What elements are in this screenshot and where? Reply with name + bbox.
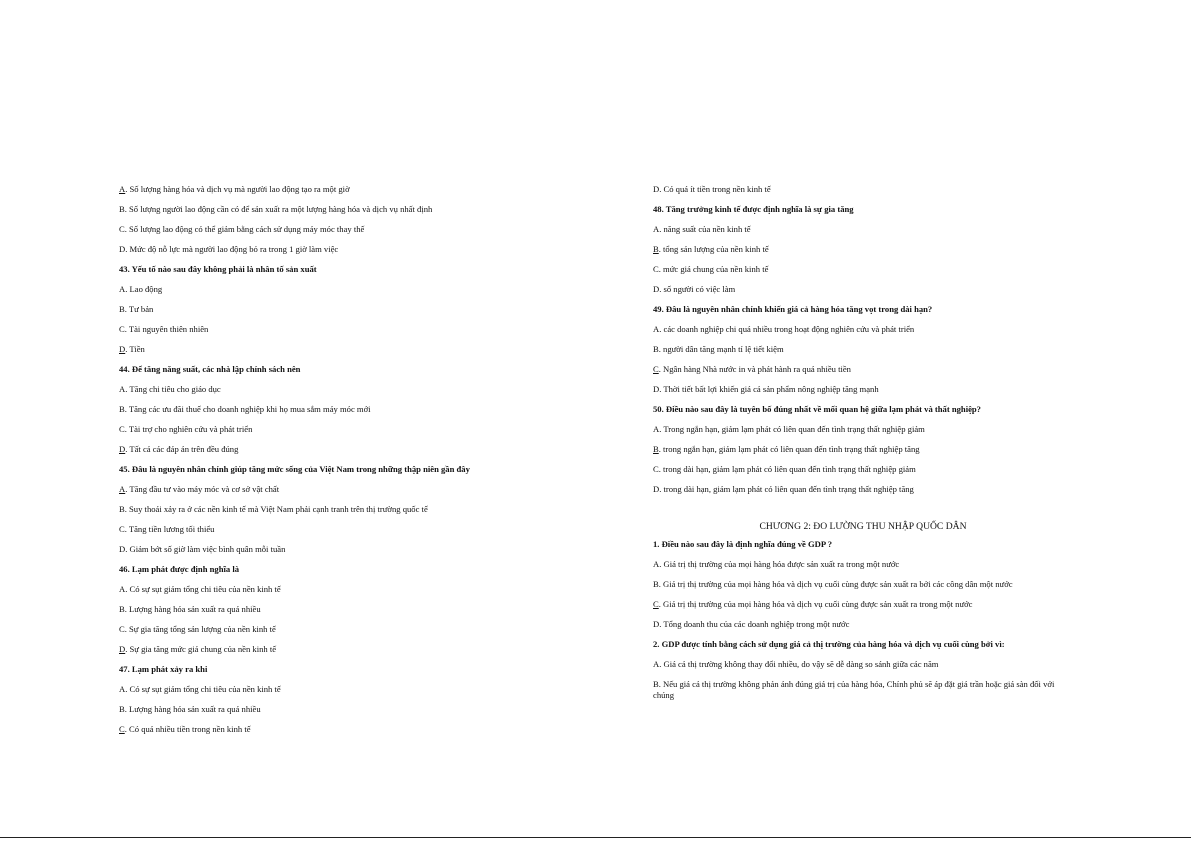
answer-option (653, 344, 1073, 355)
answer-option (119, 424, 539, 435)
answer-option (653, 424, 1073, 435)
answer-option (653, 579, 1073, 590)
answer-option (119, 584, 539, 595)
answer-option (653, 484, 1073, 495)
answer-option-correct (119, 724, 539, 735)
line-text: A. Có sự sụt giảm tổng chi tiêu của nền kinh tế (119, 684, 281, 694)
answer-option (119, 524, 539, 535)
correct-answer-letter: D (119, 644, 126, 654)
answer-option (653, 619, 1073, 630)
line-text: C. Tăng tiền lương tối thiểu (119, 524, 215, 534)
line-text: D. Thời tiết bất lợi khiến giá cả sản phẩm nông nghiệp tăng mạnh (653, 384, 879, 394)
answer-option (653, 284, 1073, 295)
answer-option (653, 184, 1073, 195)
question-text (119, 464, 539, 475)
correct-answer-letter: B (653, 244, 659, 254)
answer-option (119, 404, 539, 415)
line-text: . Ngân hàng Nhà nước in và phát hành ra quá nhiều tiền (658, 364, 851, 374)
line-text: B. Giá trị thị trường của mọi hàng hóa và dịch vụ cuối cùng được sản xuất ra bởi các công dân một nước (653, 579, 1013, 589)
line-text: A. Trong ngắn hạn, giảm lạm phát có liên quan đến tình trạng thất nghiệp giảm (653, 424, 925, 434)
question-text (653, 404, 1073, 415)
line-text: D. Giảm bớt số giờ làm việc bình quân mỗi tuần (119, 544, 286, 554)
answer-option-correct (119, 644, 539, 655)
answer-option (653, 559, 1073, 570)
line-text: A. Giá cả thị trường không thay đổi nhiều, do vậy sẽ dễ dàng so sánh giữa các năm (653, 659, 939, 669)
line-text: B. người dân tăng mạnh tỉ lệ tiết kiệm (653, 344, 784, 354)
answer-option (119, 324, 539, 335)
answer-option (119, 204, 539, 215)
line-text: C. Số lượng lao động có thể giảm bằng cách sử dụng máy móc thay thế (119, 224, 365, 234)
line-text: . trong ngắn hạn, giảm lạm phát có liên quan đến tình trạng thất nghiệp tăng (658, 444, 920, 454)
line-text: C. Tài trợ cho nghiên cứu và phát triển (119, 424, 253, 434)
correct-answer-letter: A (119, 484, 126, 494)
line-text: A. Có sự sụt giảm tổng chi tiêu của nền kinh tế (119, 584, 281, 594)
line-text: D. Tổng doanh thu của các doanh nghiệp trong một nước (653, 619, 850, 629)
answer-option-correct (653, 244, 1073, 255)
page-bottom-rule (0, 837, 1191, 838)
answer-option (653, 659, 1073, 670)
answer-option (119, 624, 539, 635)
correct-answer-letter: C (653, 599, 659, 609)
line-text: . Tất cả các đáp án trên đều đúng (125, 444, 239, 454)
chapter-heading (653, 521, 1073, 533)
right-column (653, 184, 1073, 710)
question-text (119, 664, 539, 675)
correct-answer-letter: B (653, 444, 659, 454)
line-text: C. Tài nguyên thiên nhiên (119, 324, 209, 334)
line-text: A. Lao động (119, 284, 163, 294)
question-text (653, 304, 1073, 315)
answer-option-correct (653, 364, 1073, 375)
line-text: B. Nếu giá cả thị trường không phản ánh đúng giá trị của hàng hóa, Chính phủ sẽ áp đặt giá trần hoặc giá sàn đối với chúng (653, 679, 1055, 700)
answer-option (653, 464, 1073, 475)
answer-option (653, 264, 1073, 275)
answer-option-correct (653, 444, 1073, 455)
question-text (119, 564, 539, 575)
line-text: D. Có quá ít tiền trong nền kinh tế (653, 184, 771, 194)
correct-answer-letter: D (119, 344, 126, 354)
answer-option (653, 224, 1073, 235)
line-text: A. các doanh nghiệp chi quá nhiều trong hoạt động nghiên cứu và phát triển (653, 324, 915, 334)
line-text: 1. Điều nào sau đây là định nghĩa đúng về GDP ? (653, 539, 833, 549)
question-text (653, 639, 1073, 650)
correct-answer-letter: A (119, 184, 126, 194)
line-text: 46. Lạm phát được định nghĩa là (119, 564, 239, 574)
line-text: A. Giá trị thị trường của mọi hàng hóa được sản xuất ra trong một nước (653, 559, 900, 569)
answer-option (653, 384, 1073, 395)
answer-option (119, 384, 539, 395)
line-text: 44. Để tăng năng suất, các nhà lập chính sách nên (119, 364, 301, 374)
answer-option (119, 684, 539, 695)
line-text: . Giá trị thị trường của mọi hàng hóa và dịch vụ cuối cùng được sản xuất ra trong một nước (658, 599, 973, 609)
answer-option-correct (119, 484, 539, 495)
line-text: C. Sự gia tăng tổng sản lượng của nền kinh tế (119, 624, 276, 634)
answer-option (653, 679, 1073, 701)
line-text: B. Suy thoái xảy ra ở các nền kinh tế mà Việt Nam phải cạnh tranh trên thị trường quốc tế (119, 504, 428, 514)
line-text: D. trong dài hạn, giảm lạm phát có liên quan đến tình trạng thất nghiệp tăng (653, 484, 914, 494)
answer-option (119, 224, 539, 235)
correct-answer-letter: C (119, 724, 125, 734)
line-text: . Có quá nhiều tiền trong nền kinh tế (124, 724, 251, 734)
line-text: CHƯƠNG 2: ĐO LƯỜNG THU NHẬP QUỐC DÂN (759, 521, 967, 532)
line-text: C. mức giá chung của nền kinh tế (653, 264, 769, 274)
correct-answer-letter: C (653, 364, 659, 374)
line-text: A. năng suất của nền kinh tế (653, 224, 751, 234)
answer-option (119, 504, 539, 515)
answer-option-correct (119, 344, 539, 355)
line-text: A. Tăng chi tiêu cho giáo dục (119, 384, 221, 394)
line-text: 2. GDP được tính bằng cách sử dụng giá cả thị trường của hàng hóa và dịch vụ cuối cùng bởi vì: (653, 639, 1005, 649)
line-text: B. Tăng các ưu đãi thuế cho doanh nghiệp khi họ mua sắm máy móc mới (119, 404, 371, 414)
answer-option (119, 544, 539, 555)
line-text: . Tăng đầu tư vào máy móc và cơ sở vật chất (125, 484, 280, 494)
question-text (119, 264, 539, 275)
line-text: 49. Đâu là nguyên nhân chính khiến giá cả hàng hóa tăng vọt trong dài hạn? (653, 304, 933, 314)
question-text (119, 364, 539, 375)
line-text: . Sự gia tăng mức giá chung của nền kinh tế (125, 644, 277, 654)
answer-option-correct (119, 184, 539, 195)
line-text: . Tiền (125, 344, 145, 354)
line-text: 48. Tăng trưởng kinh tế được định nghĩa là sự gia tăng (653, 204, 854, 214)
left-column (119, 184, 539, 744)
line-text: B. Tư bản (119, 304, 154, 314)
answer-option-correct (119, 444, 539, 455)
line-text: C. trong dài hạn, giảm lạm phát có liên quan đến tình trạng thất nghiệp giảm (653, 464, 916, 474)
question-text (653, 539, 1073, 550)
answer-option (119, 284, 539, 295)
line-text: 43. Yếu tố nào sau đây không phải là nhân tố sản xuất (119, 264, 317, 274)
line-text: 45. Đâu là nguyên nhân chính giúp tăng mức sống của Việt Nam trong những thập niên gần đây (119, 464, 470, 474)
answer-option (653, 324, 1073, 335)
answer-option (119, 304, 539, 315)
answer-option (119, 704, 539, 715)
line-text: 47. Lạm phát xảy ra khi (119, 664, 208, 674)
line-text: B. Lượng hàng hóa sản xuất ra quá nhiều (119, 704, 261, 714)
question-text (653, 204, 1073, 215)
line-text: D. Mức độ nỗ lực mà người lao động bỏ ra trong 1 giờ làm việc (119, 244, 339, 254)
line-text: B. Lượng hàng hóa sản xuất ra quá nhiều (119, 604, 261, 614)
answer-option (119, 604, 539, 615)
line-text: B. Số lượng người lao động cần có để sản xuất ra một lượng hàng hóa và dịch vụ nhất định (119, 204, 433, 214)
answer-option (119, 244, 539, 255)
answer-option-correct (653, 599, 1073, 610)
correct-answer-letter: D (119, 444, 126, 454)
line-text: . Số lượng hàng hóa và dịch vụ mà người lao động tạo ra một giờ (125, 184, 350, 194)
line-text: . tổng sản lượng của nền kinh tế (658, 244, 769, 254)
line-text: D. số người có việc làm (653, 284, 736, 294)
line-text: 50. Điều nào sau đây là tuyên bố đúng nhất về mối quan hệ giữa lạm phát và thất nghiệp? (653, 404, 981, 414)
